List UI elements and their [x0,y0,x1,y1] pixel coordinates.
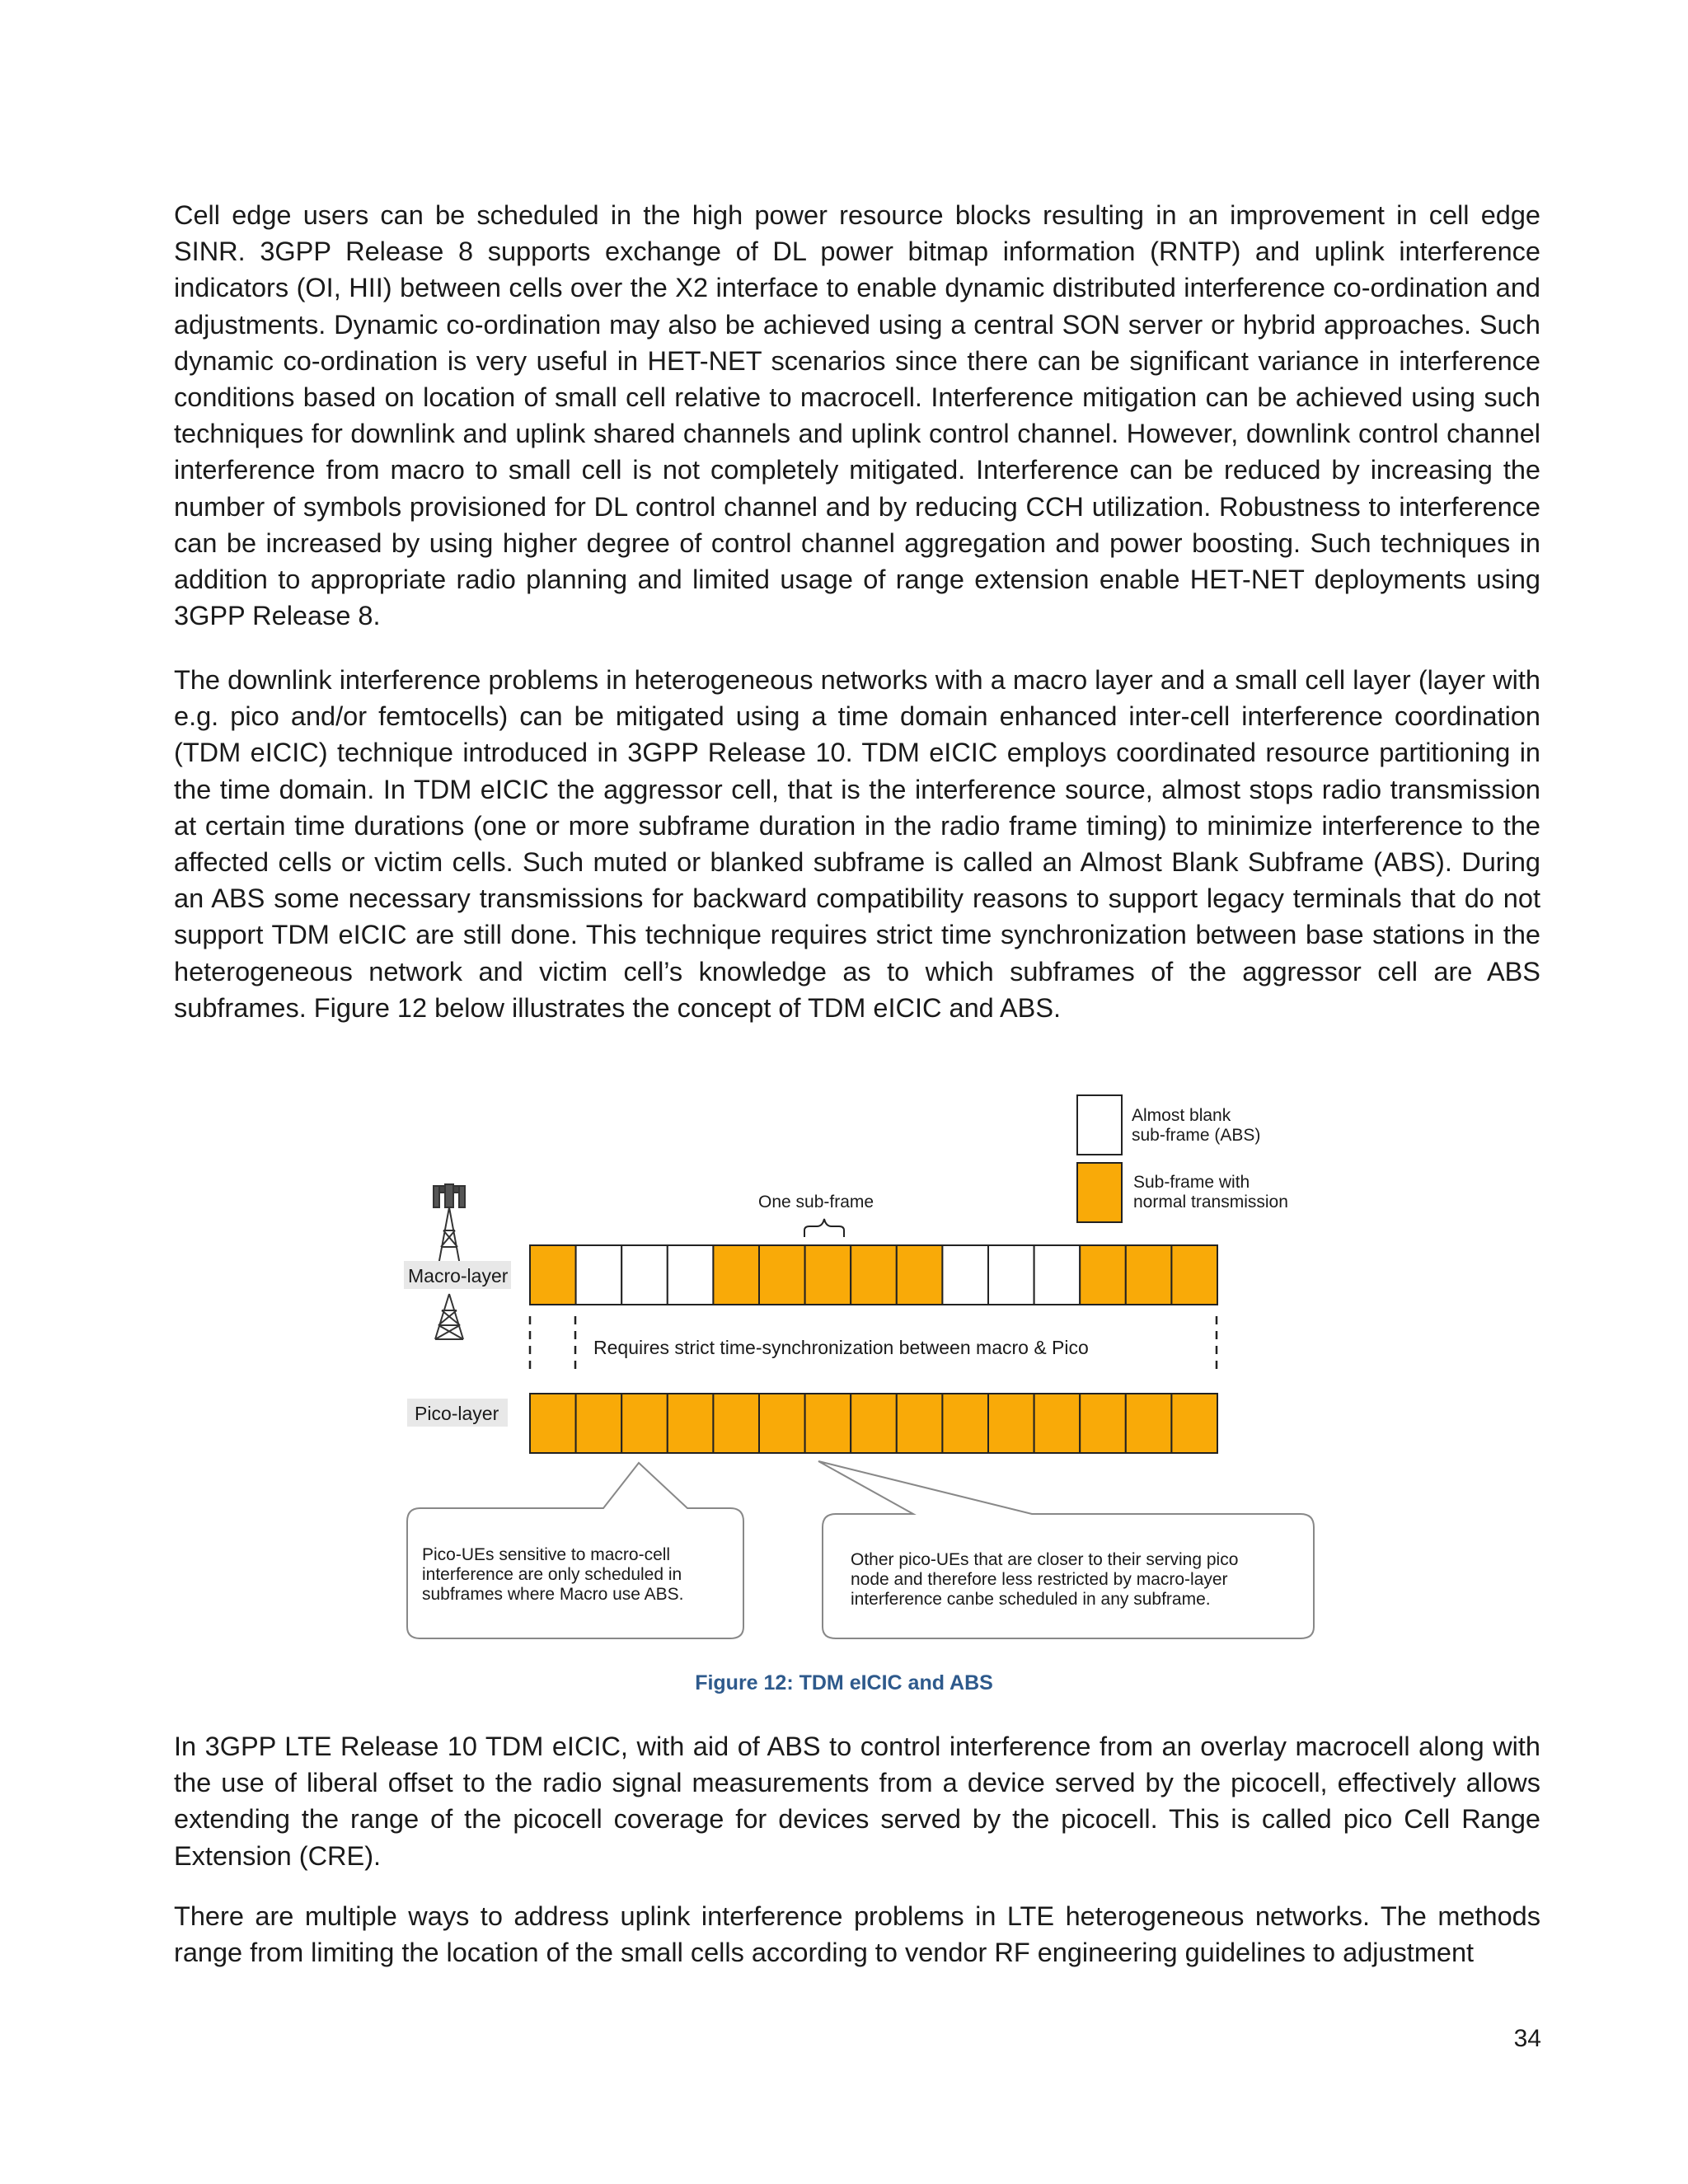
page-number: 34 [1513,2025,1541,2052]
figure-caption: Figure 12: TDM eICIC and ABS [695,1671,993,1694]
legend-abs-swatch [1077,1095,1122,1155]
left-callout-line1: Pico-UEs sensitive to macro-cell [422,1545,671,1564]
legend-normal-label-line2: normal transmission [1133,1193,1288,1212]
body-paragraph-4: There are multiple ways to address uplink interference problems in LTE heterogeneous networks. The methods range from limiting the location of the small cells according to vendor RF engineering guidelines to adjustment [174,1901,1540,1968]
macro-subframe-1 [530,1245,576,1305]
right-callout-line2: node and therefore less restricted by macro-layer [851,1570,1228,1589]
left-callout-line3: subframes where Macro use ABS. [422,1585,684,1604]
pico-layer-label: Pico-layer [415,1403,499,1424]
macro-subframe-7 [805,1245,851,1305]
macro-subframe-13 [1080,1245,1126,1305]
one-subframe-label: One sub-frame [758,1193,874,1212]
macro-tower-icon [434,1184,465,1265]
macro-subframe-9 [897,1245,943,1305]
pico-subframe-3 [621,1394,668,1453]
macro-subframe-4 [668,1245,714,1305]
right-callout-line1: Other pico-UEs that are closer to their serving pico [851,1550,1239,1569]
pico-subframe-12 [1034,1394,1081,1453]
pico-subframe-row [530,1394,1217,1453]
pico-subframe-2 [576,1394,622,1453]
pico-subframe-14 [1126,1394,1172,1453]
macro-subframe-15 [1171,1245,1217,1305]
pico-subframe-7 [805,1394,851,1453]
pico-subframe-10 [942,1394,988,1453]
tdm-eicic-figure [387,1092,1327,1652]
macro-subframe-2 [576,1245,622,1305]
pico-subframe-4 [668,1394,714,1453]
legend-normal-label-line1: Sub-frame with [1133,1173,1250,1192]
right-callout-line3: interference canbe scheduled in any subframe. [851,1590,1211,1609]
macro-subframe-6 [759,1245,805,1305]
pico-subframe-13 [1080,1394,1126,1453]
pico-subframe-1 [530,1394,576,1453]
macro-subframe-5 [713,1245,759,1305]
pico-subframe-6 [759,1394,805,1453]
legend-abs-label-line1: Almost blank [1132,1106,1231,1125]
lattice-tower-icon [435,1294,463,1339]
body-paragraph-3: In 3GPP LTE Release 10 TDM eICIC, with aid of ABS to control interference from an overlay macrocell along with the use of liberal offset to the radio signal measurements from a device served by the picocell, effectively allows extending the range of the picocell coverage for devices served by the picocell. This is called pico Cell Range Extension (CRE). [174,1732,1540,1871]
macro-subframe-12 [1034,1245,1081,1305]
pico-subframe-15 [1171,1394,1217,1453]
subframe-brace [804,1219,844,1237]
macro-subframe-8 [851,1245,897,1305]
pico-subframe-11 [988,1394,1034,1453]
macro-subframe-3 [621,1245,668,1305]
macro-subframe-11 [988,1245,1034,1305]
sync-requirement-text: Requires strict time-synchronization between macro & Pico [593,1337,1089,1358]
pico-subframe-9 [897,1394,943,1453]
macro-subframe-14 [1126,1245,1172,1305]
pico-subframe-8 [851,1394,897,1453]
macro-layer-label: Macro-layer [408,1265,509,1286]
body-paragraph-1: Cell edge users can be scheduled in the high power resource blocks resulting in an improvement in cell edge SINR. 3GPP Release 8 supports exchange of DL power bitmap information (RNTP) and uplink interference indicators (OI, HII) between cells over the X2 interface to enable dynamic distributed interference co-ordination and adjustments. Dynamic co-ordination may also be achieved using a central SON server or hybrid approaches. Such dynamic co-ordination is very useful in HET-NET scenarios since there can be significant variance in interference conditions based on location of small cell relative to macrocell. Interference mitigation can be achieved using such techniques for downlink and uplink shared channels and uplink control channel. However, downlink control channel interference from macro to small cell is not completely mitigated. Interference can be reduced by increasing the number of symbols provisioned for DL control channel and by reducing CCH utilization. Robustness to interference can be increased by using higher degree of control channel aggregation and power boosting. Such techniques in addition to appropriate radio planning and limited usage of range extension enable HET-NET deployments using 3GPP Release 8. [174,200,1540,631]
macro-subframe-10 [942,1245,988,1305]
left-callout-line2: interference are only scheduled in [422,1565,682,1584]
macro-subframe-row [530,1245,1217,1305]
legend-normal-swatch [1077,1163,1122,1222]
pico-subframe-5 [713,1394,759,1453]
legend-abs-label-line2: sub-frame (ABS) [1132,1126,1261,1145]
body-paragraph-2: The downlink interference problems in heterogeneous networks with a macro layer and a small cell layer (layer with e.g. pico and/or femtocells) can be mitigated using a time domain enhanced inter-cell interference coordination (TDM eICIC) technique introduced in 3GPP Release 10. TDM eICIC employs coordinated resource partitioning in the time domain. In TDM eICIC the aggressor cell, that is the interference source, almost stops radio transmission at certain time durations (one or more subframe duration in the radio frame timing) to minimize interference to the affected cells or victim cells. Such muted or blanked subframe is called an Almost Blank Subframe (ABS). During an ABS some necessary transmissions for backward compatibility reasons to support legacy terminals that do not support TDM eICIC are still done. This technique requires strict time synchronization between base stations in the heterogeneous network and victim cell’s knowledge as to which subframes of the aggressor cell are ABS subframes. Figure 12 below illustrates the concept of TDM eICIC and ABS. [174,665,1540,1023]
